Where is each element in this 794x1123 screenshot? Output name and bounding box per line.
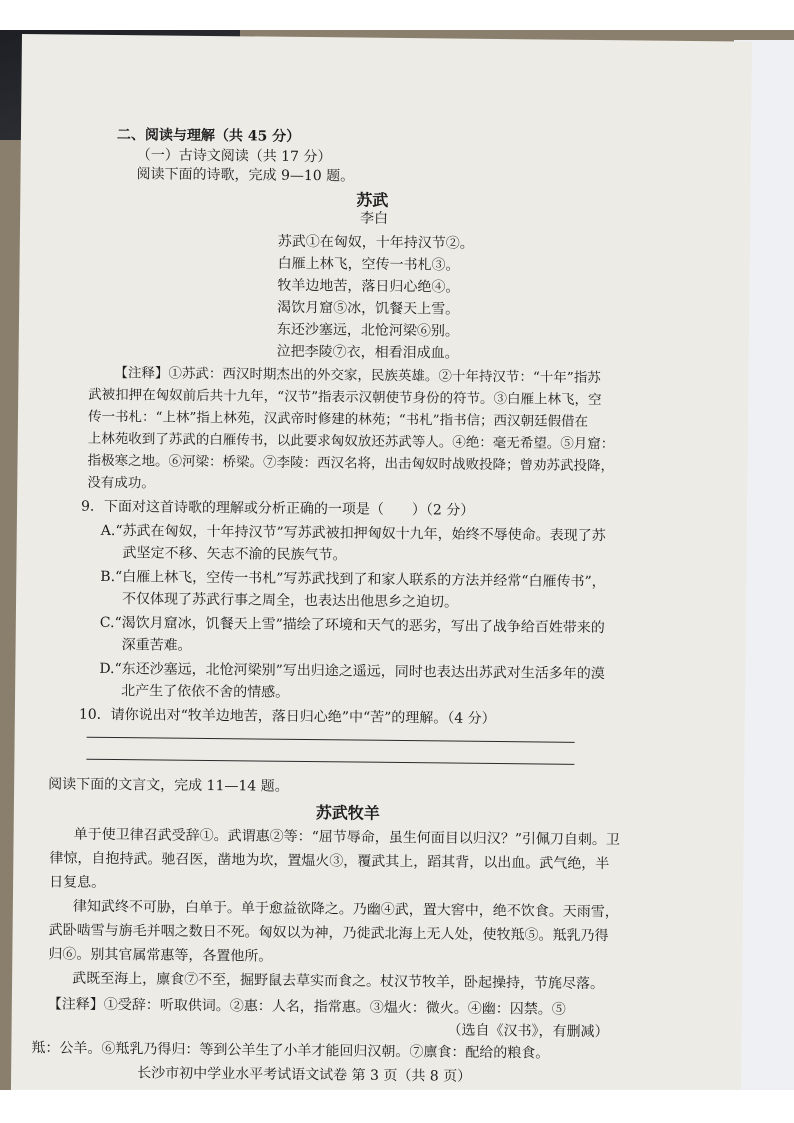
prose-line: 律知武终不可胁，白单于。单于愈益欲降之。乃幽④武，置大窖中，绝不饮食。天雨雪， [72,898,619,921]
exam-page [11,34,752,1090]
prose-line: 武既至海上，廪食⑦不至，掘野鼠去草实而食之。杖汉节牧羊，卧起操持，节旄尽落。 [72,970,605,993]
question-9-option-b-cont: 不仅体现了苏武行事之周全，也表达出他思乡之迫切。 [122,591,459,611]
section-subheading: （一）古诗文阅读（共 17 分） [136,147,332,166]
poem-notes-line: 【注释】①苏武：西汉时期杰出的外交家，民族英雄。②十年持汉节：“十年”指苏 [114,364,601,387]
question-9-option-d: D.“东还沙塞远，北怆河梁别”写出归途之遥远，同时也表达出苏武对生活多年的漠 [99,660,605,683]
prose-source: （选自《汉书》，有删减） [447,1022,609,1041]
question-10-stem: 10．请你说出对“牧羊边地苦，落日归心绝”中“苦”的理解。（4 分） [78,706,496,727]
question-9-stem: 9．下面对这首诗歌的理解或分析正确的一项是（ ）（2 分） [80,498,475,519]
photo-background [0,30,794,1090]
poem-notes-line: 传一书札：“上林”指上林苑，汉武帝时修建的林苑；“书札”指书信；西汉朝廷假借在 [87,408,589,430]
poem-notes-line: 上林苑收到了苏武的白雁传书，以此要求匈奴放还苏武等人。④绝：毫无希望。⑤月窟： [87,430,615,453]
poem-author: 李白 [360,210,389,227]
poem-notes-line: 没有成功。 [87,474,155,492]
question-9-option-c-cont: 深重苦难。 [121,637,192,654]
prose-line: 归⑥。别其官属常惠等，各置他所。 [48,946,273,965]
poem-notes-line: 武被扣押在匈奴前后共十九年，“汉节”指表示汉朝使节身份的符节。③白雁上林飞，空 [88,386,602,409]
poem-notes-line: 指极寒之地。⑥河梁：桥梁。⑦李陵：西汉名将，出击匈奴时战败投降；曾劝苏武投降， [87,452,615,475]
prose-line: 单于使卫律召武受辞①。武谓惠②等：“屈节辱命，虽生何面目以归汉？”引佩刀自刺。卫 [73,826,620,849]
prose-line: 武卧啮雪与旃毛并咽之数日不死。匈奴以为神，乃徙武北海上无人处，使牧羝⑤。羝乳乃得 [48,922,609,945]
poem-line: 白雁上林飞，空传一书札③。 [277,255,460,274]
section-heading: 二、阅读与理解（共 45 分） [116,127,301,145]
question-9-option-a-cont: 武坚定不移、矢志不渝的民族气节。 [122,545,347,564]
question-9-option-b: B.“白雁上林飞，空传一书札”写苏武找到了和家人联系的方法并经常“白雁传书”， [100,568,606,591]
answer-line[interactable] [87,737,575,743]
answer-line[interactable] [86,759,574,765]
poem-title: 苏武 [356,190,389,210]
question-9-option-c: C.“渴饮月窟冰，饥餐天上雪”描绘了环境和天气的恶劣，写出了战争给百姓带来的 [99,614,605,637]
poem-line: 苏武①在匈奴，十年持汉节②。 [277,233,474,252]
poem-line: 牧羊边地苦，落日归心绝④。 [277,277,460,296]
prose-title: 苏武牧羊 [315,803,380,823]
prose-notes-line: 【注释】①受辞：听取供词。②惠：人名，指常惠。③煴火：微火。④幽：囚禁。⑤ [47,996,566,1018]
page-footer: 长沙市初中学业水平考试语文试卷 第 3 页（共 8 页） [137,1065,472,1085]
prose-instruction: 阅读下面的文言文，完成 11—14 题。 [48,776,289,795]
poem-line: 渴饮月窟⑤冰，饥餐天上雪。 [277,299,460,318]
question-9-option-a: A.“苏武在匈奴，十年持汉节”写苏武被扣押匈奴十九年，始终不辱使命。表现了苏 [100,522,606,545]
question-9-option-d-cont: 北产生了依依不舍的情感。 [121,683,290,701]
poem-instruction: 阅读下面的诗歌，完成 9—10 题。 [136,166,355,185]
prose-line: 日复息。 [49,874,106,891]
poem-line: 东还沙塞远，北怆河梁⑥别。 [276,321,459,340]
prose-notes-line: 羝：公羊。⑥羝乳乃得归：等到公羊生了小羊才能回归汉朝。⑦廪食：配给的粮食。 [31,1040,550,1062]
prose-line: 律惊，自抱持武。驰召医，凿地为坎，置煴火③，覆武其上，蹈其背，以出血。武气绝，半 [49,850,610,873]
poem-line: 泣把李陵⑦衣，相看泪成血。 [276,343,459,362]
